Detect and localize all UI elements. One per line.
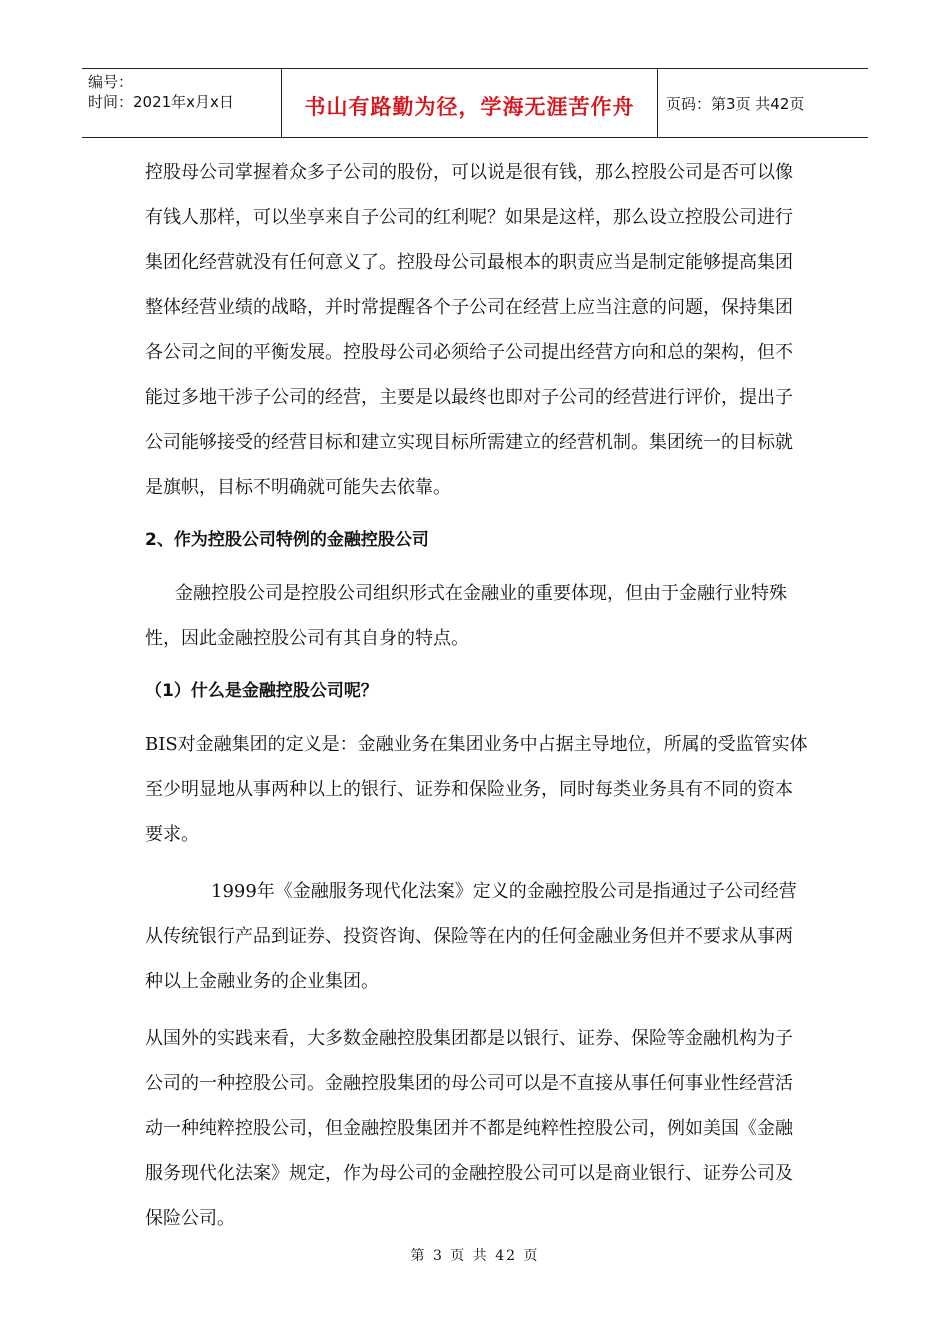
document-body bbox=[145, 150, 810, 1241]
header-meta-cell bbox=[82, 69, 282, 137]
motto-text: 书山有路勤为径，学海无涯苦作舟 bbox=[304, 95, 635, 119]
header-motto-cell bbox=[282, 69, 658, 137]
paragraph-bis-definition: BIS对金融集团的定义是：金融业务在集团业务中占据主导地位，所属的受监管实体至少明显地从事两种以上的银行、证券和保险业务，同时每类业务具有不同的资本要求。 bbox=[145, 734, 808, 845]
paragraph-financial-holding-intro: 金融控股公司是控股公司组织形式在金融业的重要体现，但由于金融行业特殊性，因此金融控股公司有其自身的特点。 bbox=[145, 583, 787, 649]
document-header bbox=[82, 68, 868, 138]
page-footer: 第 3 页 共 42 页 bbox=[410, 1248, 540, 1264]
paragraph-holding-company-role: 控股母公司掌握着众多子公司的股份，可以说是很有钱，那么控股公司是否可以像有钱人那样，可以坐享来自子公司的红利呢？如果是这样，那么设立控股公司进行集团化经营就没有任何意义了。控股母公司最根本的职责应当是制定能够提高集团整体经营业绩的战略，并时常提醒各个子公司在经营上应当注意的问题，保持集团各公司之间的平衡发展。控股母公司必须给子公司提出经营方向和总的架构，但不能过多地干涉子公司的经营，主要是以最终也即对子公司的经营进行评价，提出子公司能够接受的经营目标和建立实现目标所需建立的经营机制。集团统一的目标就是旗帜，目标不明确就可能失去依靠。 bbox=[145, 162, 793, 498]
number-label: 编号： bbox=[88, 73, 134, 91]
paragraph-foreign-practice: 从国外的实践来看，大多数金融控股集团都是以银行、证券、保险等金融机构为子公司的一种控股公司。金融控股集团的母公司可以是不直接从事任何事业性经营活动一种纯粹控股公司，但金融控股集团并不都是纯粹性控股公司，例如美国《金融服务现代化法案》规定，作为母公司的金融控股公司可以是商业银行、证券公司及保险公司。 bbox=[145, 1028, 793, 1229]
page-info: 页码：第3页 共42页 bbox=[666, 94, 805, 113]
subsection-heading-definition: （1）什么是金融控股公司呢？ bbox=[145, 681, 378, 701]
section-heading-financial-holding: 2、作为控股公司特例的金融控股公司 bbox=[145, 530, 429, 550]
paragraph-1999-act-definition: 1999年《金融服务现代化法案》定义的金融控股公司是指通过子公司经营从传统银行产品到证券、投资咨询、保险等在内的任何金融业务但并不要求从事两种以上金融业务的企业集团。 bbox=[145, 881, 797, 992]
date-label: 时间：2021年x月x日 bbox=[88, 93, 234, 111]
header-page-cell bbox=[658, 69, 868, 137]
